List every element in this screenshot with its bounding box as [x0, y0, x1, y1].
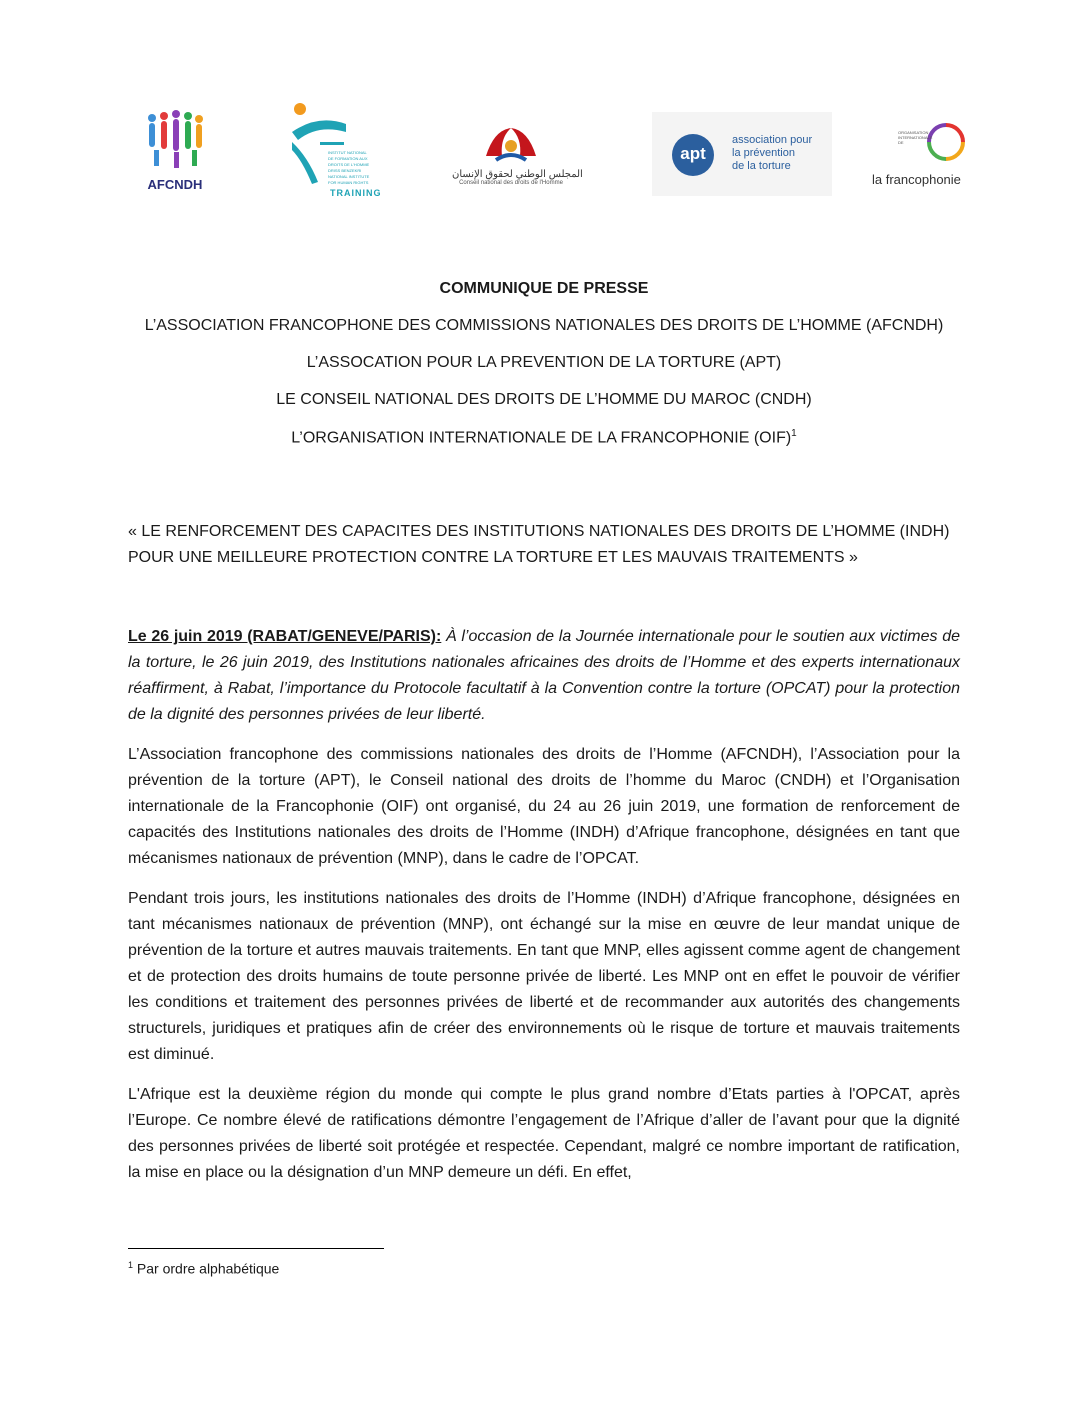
press-release-header: [128, 280, 960, 466]
training-line: NATIONAL INSTITUTE: [328, 174, 370, 179]
footnote: [128, 1260, 279, 1277]
training-word: TRAINING: [330, 188, 382, 198]
afcndh-figures-icon: [140, 110, 210, 170]
apt-line: de la torture: [732, 160, 791, 172]
oif-big-text: la francophonie: [872, 172, 961, 187]
training-line: INSTITUT NATIONAL: [328, 150, 367, 155]
cndh-logo: [452, 120, 583, 190]
org-line-afcndh: L’ASSOCIATION FRANCOPHONE DES COMMISSIONS NATIONALES DES DROITS DE L’HOMME (AFCNDH): [144, 317, 944, 334]
training-line: DE FORMATION AUX: [328, 156, 368, 161]
org-line-apt: L’ASSOCATION POUR LA PREVENTION DE LA TORTURE (APT): [306, 354, 782, 371]
footnote-divider: [128, 1248, 384, 1249]
paragraph-4: L'Afrique est la deuxième région du monde qui compte le plus grand nombre d’Etats parties à l'OPCAT, après l’Europe. Ce nombre élevé de ratifications démontre l’engagement de l’Afrique d’aller de l’avant pour que la dignité des personnes privées de liberté soit protégée et respectée. Cependant, malgré ce nombre important de ratification, la mise en place ou la désignation d’un MNP demeure un défi. En effet,: [128, 1086, 960, 1181]
paragraph-3: Pendant trois jours, les institutions nationales des droits de l’Homme (INDH) d’Afrique francophone, désignées en tant mécanismes nationaux de prévention (MNP), ont échangé sur la mise en œuvre de leur mandat unique de prévention de la torture et autres mauvais traitements. En tant que MNP, elles agissent comme agent de changement et de protection des droits humains de toute personne privée de liberté. Les MNP ont en effet le pouvoir de vérifier les conditions et traitement des personnes privées de liberté et de recommander aux autorités des changements structurels, juridiques et pratiques afin de créer des environnements où le risque de torture et mauvais traitements est diminué.: [128, 890, 960, 1063]
cndh-french-text: Conseil national des droits de l'Homme: [459, 180, 563, 186]
training-line: DROITS DE L'HOMME: [328, 162, 370, 167]
apt-name: [732, 134, 812, 173]
training-line: FOR HUMAN RIGHTS: [328, 180, 369, 185]
oif-logo: [868, 122, 960, 198]
logo-row: [0, 100, 1088, 210]
afcndh-logo: [140, 110, 210, 190]
org-line-oif: [128, 428, 960, 447]
org-line-cndh: LE CONSEIL NATIONAL DES DROITS DE L’HOMME DU MAROC (CNDH): [276, 391, 812, 408]
cndh-emblem-icon: [452, 120, 570, 164]
lead-paragraph: [128, 624, 960, 728]
lead-dateline: Le 26 juin 2019 (RABAT/GENEVE/PARIS):: [128, 628, 442, 645]
footnote-text: Par ordre alphabétique: [136, 1260, 280, 1277]
press-release-title: COMMUNIQUE DE PRESSE: [439, 280, 649, 297]
apt-mark-text: apt: [680, 144, 706, 163]
training-institute-logo: [288, 102, 382, 202]
apt-line: association pour: [732, 134, 813, 146]
training-line: DRISS BENZEKRI: [328, 168, 362, 173]
paragraph-2: L’Association francophone des commissions nationales des droits de l’Homme (AFCNDH), l’Association pour la prévention de la torture (APT), le Conseil national des droits de l’homme du Maroc (CNDH) et l’Organisation internationale de la Francophonie (OIF) ont organisé, du 24 au 26 juin 2019, une formation de renforcement de capacités des Institutions nationales des droits de l’Homme (INDH) d’Afrique francophone, désignées en tant que mécanismes nationaux de prévention (MNP), dans le cadre de l’OPCAT.: [128, 746, 960, 867]
apt-circle-mark: [672, 134, 714, 176]
apt-logo: [652, 112, 832, 196]
footnote-ref: 1: [791, 428, 797, 439]
oif-ring-icon: [926, 122, 966, 162]
training-small-text: [328, 150, 380, 186]
apt-line: la prévention: [732, 147, 795, 159]
body-text: [128, 624, 960, 1200]
org-line-oif-text: L’ORGANISATION INTERNATIONALE DE LA FRANCOPHONIE (OIF): [291, 429, 792, 447]
subject-heading: « LE RENFORCEMENT DES CAPACITES DES INSTITUTIONS NATIONALES DES DROITS DE L’HOMME (INDH) POUR UNE MEILLEURE PROTECTION CONTRE LA TORTURE ET LES MAUVAIS TRAITEMENTS »: [128, 523, 950, 566]
lead-text: À l’occasion de la Journée internationale pour le soutien aux victimes de la torture, le 26 juin 2019, des Institutions nationales africaines des droits de l’Homme et des experts internationaux réaffirment, à Rabat, l’importance du Protocole facultatif à la Convention contre la torture (OPCAT) pour la protection de la dignité des personnes privées de leur liberté.: [128, 628, 961, 723]
oif-small-text: ORGANISATION INTERNATIONALE DE: [898, 130, 933, 145]
cndh-arabic-text: المجلس الوطني لحقوق الإنسان: [452, 169, 583, 180]
afcndh-logo-text: AFCNDH: [147, 177, 203, 192]
footnote-mark: 1: [128, 1260, 134, 1270]
